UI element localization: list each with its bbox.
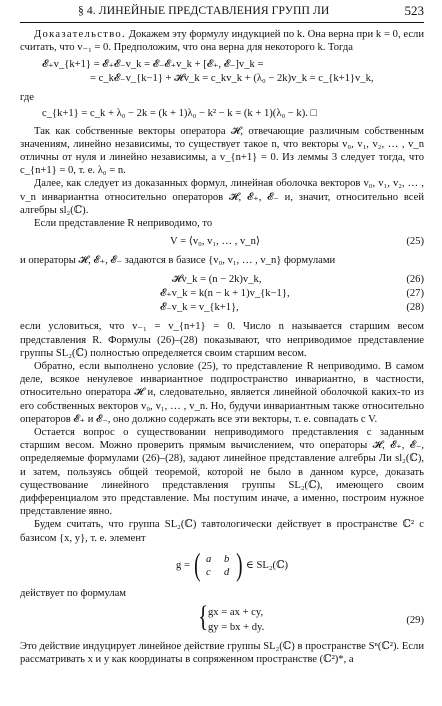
section-title: § 4. ЛИНЕЙНЫЕ ПРЕДСТАВЛЕНИЯ ГРУПП ЛИ [78, 4, 330, 17]
matrix-rhs: ∈ SL₂(ℂ) [246, 559, 289, 571]
equation-line [20, 58, 424, 72]
equation-28 [20, 301, 424, 315]
equation-27 [20, 287, 424, 301]
equation-number: (26) [406, 274, 424, 286]
paragraph: Так как собственные векторы оператора 𝓗, отвечающие различным собственным значениям, линейно независимы, то существует такое n, что векторы v₀, v₁, v₂, … , v_n отличны от нуля и линейно независимы, а v_{n+1} = 0. Из леммы 3 следует тогда, что c_{n+1} = 0, т. е. λ₀ = n. [20, 125, 424, 177]
equation-line [20, 107, 424, 121]
paragraph: Если представление R неприводимо, то [34, 218, 213, 230]
equation-number: (25) [406, 236, 424, 248]
equation-text: gx = ax + cy, [208, 607, 264, 619]
page [0, 3, 442, 706]
equation-26 [20, 273, 424, 287]
left-paren: ( [194, 545, 201, 582]
paragraph: Будем считать, что группа SL₂(ℂ) тавтологически действует в пространстве ℂ² с базисом {x, y}, т. е. элемент [20, 519, 424, 544]
matrix-lhs: g = [176, 559, 190, 571]
paragraph: Это действие индуцирует линейное действие группы SL₂(ℂ) в пространстве Sⁿ(ℂ²). Если рассматривать x и y как координаты в сопряженном пространстве (ℂ²)*, а [20, 641, 424, 666]
right-paren: ) [236, 545, 243, 582]
equation-text: 𝓔₊v_k = k(n − k + 1)v_{k−1}, [160, 288, 290, 300]
matrix-cell: b [224, 553, 230, 565]
equation-25 [20, 235, 424, 249]
page-body [20, 28, 424, 667]
equation-text: 𝓔₊v_{k+1} = 𝓔₊𝓔₋v_k = 𝓔₋𝓔₊v_k + [𝓔₊, 𝓔₋]v_k = [42, 59, 264, 71]
paragraph: Остается вопрос о существовании неприводимого представления с заданным старшим весом. Можно проверить прямым вычислением, что операторы 𝓗, 𝓔₊, 𝓔₋, определяемые формулами (26)–(28), задают линейное представление алгебры Ли sl₂(ℂ), и затем, пользуясь общей теоремой, которой не было в данном курсе, доказать существование линейного представления группы SL₂(ℂ), имеющего своим дифференциалом это представление. Мы поступим иначе, а именно, построим нужное представление явно. [20, 427, 424, 518]
paragraph: действует по формулам [20, 587, 127, 599]
equation-text: c_{k+1} = c_k + λ₀ − 2k = (k + 1)λ₀ − k² − k = (k + 1)(λ₀ − k). □ [42, 107, 317, 119]
equation-text: 𝓗v_k = (n − 2k)v_k, [172, 274, 262, 286]
equation-number: (27) [406, 288, 424, 300]
equation-number: (29) [406, 615, 424, 627]
equation-text: = c_k𝓔₋v_{k−1} + 𝓗v_k = c_kv_k + (λ₀ − 2k)v_k = c_{k+1}v_k, [90, 73, 374, 85]
paragraph: где [20, 92, 34, 104]
equation-line [20, 72, 424, 86]
left-brace: { [198, 600, 209, 634]
equation-29 [20, 600, 424, 636]
matrix-equation [20, 545, 424, 582]
proof-paragraph [20, 28, 424, 54]
paragraph: Далее, как следует из доказанных формул, линейная оболочка векторов v₀, v₁, v₂, … , v_n инвариантна относительно операторов 𝓗, 𝓔₊, 𝓔₋ и, значит, относительно всей алгебры sl₂(ℂ). [20, 178, 424, 216]
matrix-cell: d [224, 566, 230, 578]
equation-text: gy = bx + dy. [208, 622, 265, 634]
proof-label: Доказательство. [34, 29, 126, 40]
matrix-cell: a [206, 553, 212, 565]
equation-text: V = ⟨v₀, v₁, … , v_n⟩ [170, 236, 261, 248]
paragraph: и операторы 𝓗, 𝓔₊, 𝓔₋ задаются в базисе {v₀, v₁, … , v_n} формулами [20, 255, 336, 267]
paragraph: если условиться, что v₋₁ = v_{n+1} = 0. Число n называется старшим весом представления R. Формулы (26)–(28) показывают, что неприводимое представление группы SL₂(ℂ) полностью определяется своим старшим весом. [20, 321, 424, 359]
page-number: 523 [404, 3, 424, 18]
proof-text: Докажем эту формулу индукцией по k. Она верна при k = 0, если считать, что v₋₁ = 0. Предположим, что она верна для некоторого k. Тогда [20, 29, 424, 54]
paragraph: Обратно, если выполнено условие (25), то представление R неприводимо. В самом деле, всякое ненулевое инвариантное подпространство инвариантно, в частности, относительно оператора 𝓗 и, следовательно, является линейной оболочкой каких-то из его собственных векторов v₀, v₁, … , v_n. Но, будучи инвариантным также относительно операторов 𝓔₊ и 𝓔₋, оно должно содержать все эти векторы, т. е. совпадать с V. [20, 361, 424, 425]
equation-number: (28) [406, 302, 424, 314]
running-header [20, 3, 424, 23]
equation-text: 𝓔₋v_k = v_{k+1}, [160, 302, 239, 314]
matrix-cell: c [206, 566, 211, 578]
